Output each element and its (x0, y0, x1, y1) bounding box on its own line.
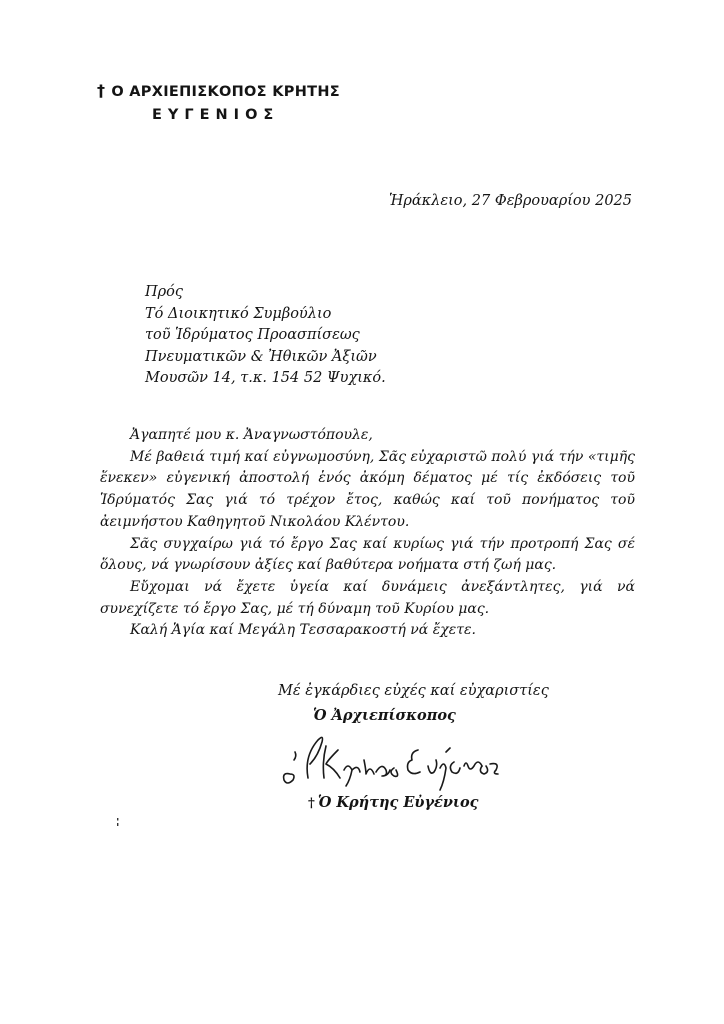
recipient-line: τοῦ Ἱδρύματος Προασπίσεως (145, 327, 360, 343)
recipient-block (145, 282, 386, 390)
letterhead-name: ΕΥΓΕΝΙΟΣ (152, 107, 280, 123)
closing-greeting: Μέ ἐγκάρδιες εὐχές καί εὐχαριστίες (278, 683, 549, 699)
recipient-to: Πρός (145, 284, 184, 300)
cross-icon: † (97, 81, 106, 100)
recipient-line: Πνευματικῶν & Ἠθικῶν Ἀξιῶν (145, 348, 377, 365)
letterhead-title-text: Ο ΑΡΧΙΕΠΙΣΚΟΠΟΣ ΚΡΗΤΗΣ (111, 84, 340, 100)
recipient-line: Τό Διοικητικό Συμβούλιο (145, 305, 332, 322)
body-paragraph: Καλή Ἁγία καί Μεγάλη Τεσσαρακοστή νά ἔχετε. (130, 622, 476, 639)
body-paragraph: Μέ βαθειά τιμή καί εὐγνωμοσύνη, Σᾶς εὐχαριστῶ πολύ γιά τήν «τιμῆς ἕνεκεν» εὐγενική ἀποστολή ἑνός ἀκόμη δέματος μέ τίς ἐκδόσεις τοῦ Ἱδρύματός Σας γιά τό τρέχον ἔτος, καθώς καί τοῦ πονήματος τοῦ ἀειμνήστου Καθηγητοῦ Νικολάου Κλέντου. (100, 448, 635, 530)
place-date: Ἡράκλειο, 27 Φεβρουαρίου 2025 (388, 193, 632, 209)
letterhead-title (97, 81, 340, 100)
salutation: Ἀγαπητέ μου κ. Ἀναγνωστόπουλε, (130, 427, 373, 443)
scan-speck (117, 818, 119, 828)
recipient-line: Μουσῶν 14, τ.κ. 154 52 Ψυχικό. (145, 370, 386, 386)
handwritten-signature (268, 722, 508, 802)
cross-icon: † (308, 796, 315, 811)
signatory-name (308, 794, 478, 811)
signatory-name-text: Ὁ Κρήτης Εὐγένιος (317, 794, 479, 811)
signatory-title: Ὁ Ἀρχιεπίσκοπος (313, 707, 456, 724)
body-paragraph: Σᾶς συγχαίρω γιά τό ἔργο Σας καί κυρίως γιά τήν προτροπή Σας σέ ὅλους, νά γνωρίσουν ἀξίες καί βαθύτερα νοήματα στή ζωή μας. (100, 535, 635, 574)
body-paragraph: Εὔχομαι νά ἔχετε ὑγεία καί δυνάμεις ἀνεξάντλητες, γιά νά συνεχίζετε τό ἔργο Σας, μέ τή δύναμη τοῦ Κυρίου μας. (100, 578, 635, 617)
letter-body (100, 425, 635, 642)
